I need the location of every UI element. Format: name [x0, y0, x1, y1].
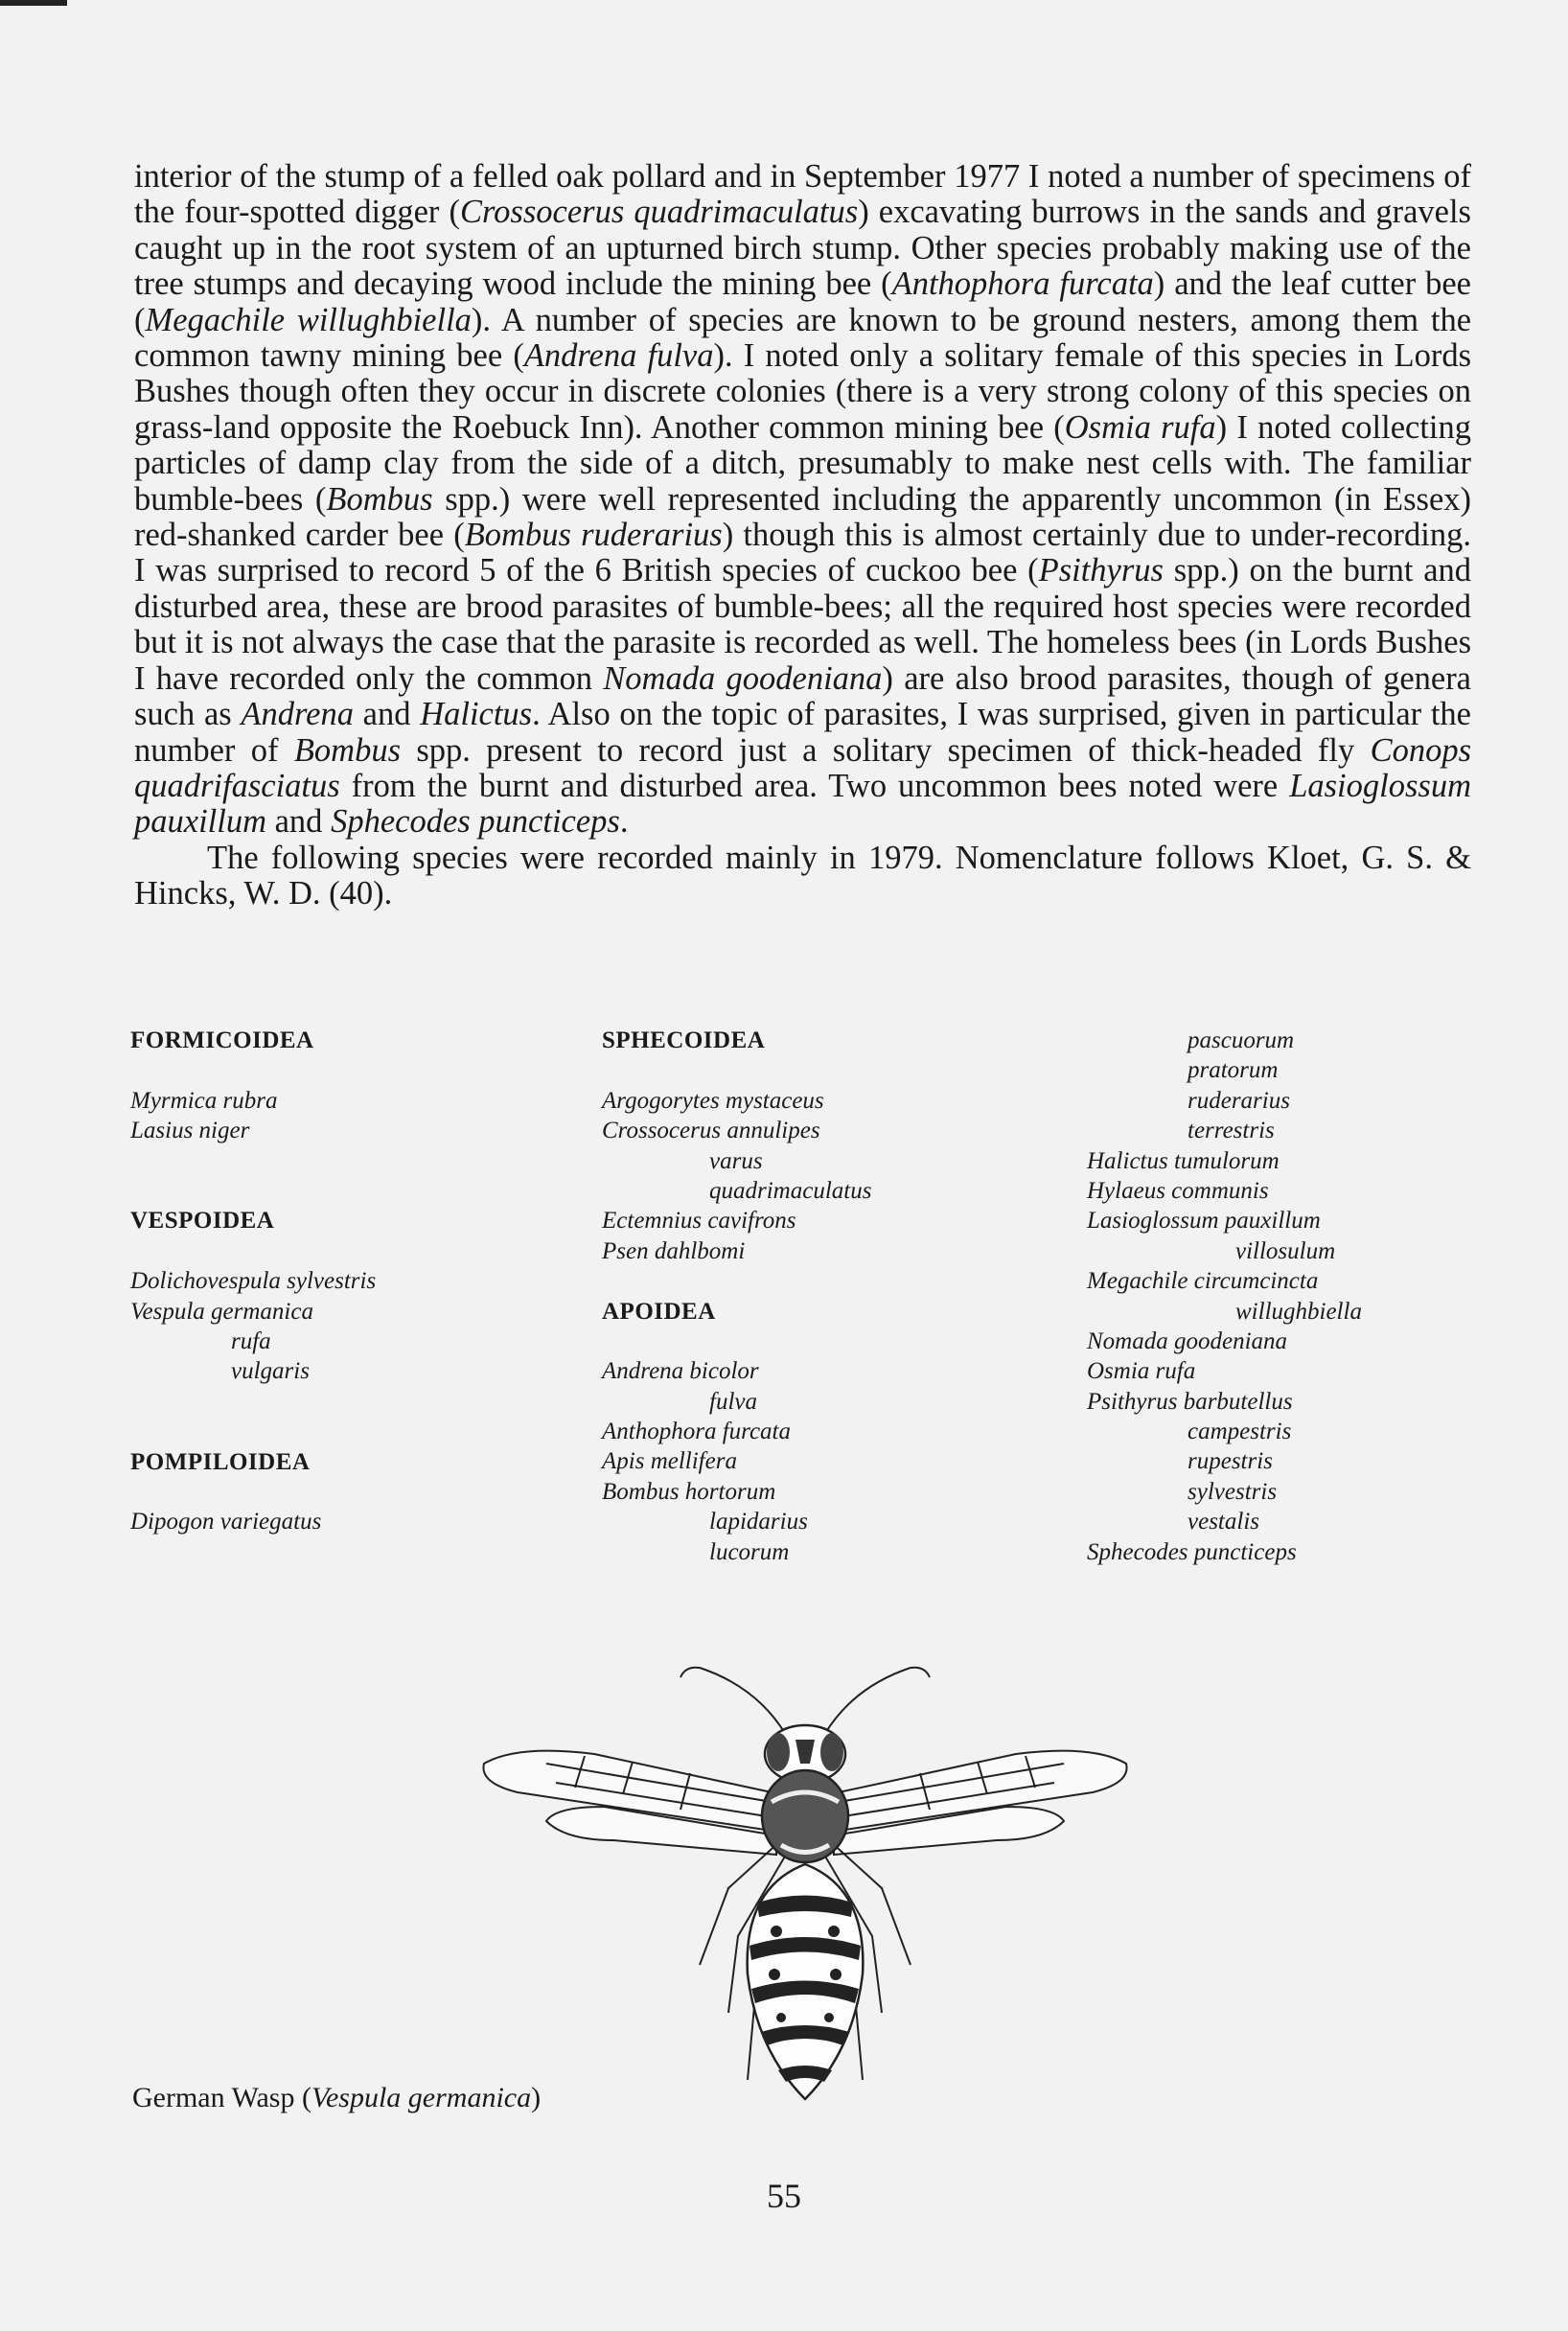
species-name-inline: Andrena — [241, 696, 354, 733]
text-run: from the burnt and disturbed area. Two uncommon bees noted were — [339, 767, 1290, 804]
species-name: Megachile circumcincta — [1087, 1268, 1319, 1295]
species-name: vestalis — [1188, 1509, 1259, 1535]
species-name: willughbiella — [1235, 1298, 1362, 1325]
species-name: Lasius niger — [130, 1118, 250, 1144]
species-name-inline: Osmia rufa — [1064, 408, 1216, 446]
species-name: rupestris — [1188, 1448, 1273, 1475]
species-name: Myrmica rubra — [130, 1087, 278, 1114]
species-name: ruderarius — [1188, 1087, 1290, 1114]
species-name: Argogorytes mystaceus — [602, 1087, 824, 1114]
species-name-inline: Sphecodes puncticeps — [331, 803, 620, 841]
species-name-inline: Megachile willughbiella — [145, 301, 472, 338]
species-name: quadrimaculatus — [709, 1177, 872, 1204]
caption-text: German Wasp ( — [132, 2082, 311, 2113]
paragraph-2 — [134, 841, 1471, 912]
text-run: ) and the leaf cutter bee ( — [134, 265, 1471, 338]
species-name: varus — [709, 1147, 763, 1174]
species-name-inline: Bombus ruderarius — [464, 517, 723, 554]
species-column-2 — [602, 1026, 1004, 1567]
species-name: terrestris — [1188, 1118, 1275, 1144]
caption-close: ) — [531, 2082, 542, 2113]
species-column-3 — [1087, 1026, 1489, 1567]
heading-formicoidea: FORMICOIDEA — [130, 1027, 314, 1053]
species-name: Apis mellifera — [602, 1448, 737, 1475]
species-name: Dolichovespula sylvestris — [130, 1268, 377, 1295]
species-name-inline: Crossocerus quadrimaculatus — [460, 194, 859, 231]
species-name: campestris — [1188, 1419, 1292, 1445]
species-name-inline: Psithyrus — [1038, 552, 1164, 589]
text-run: and — [265, 803, 332, 841]
species-name: sylvestris — [1188, 1478, 1278, 1505]
heading-vespoidea: VESPOIDEA — [130, 1208, 275, 1235]
species-name: pascuorum — [1188, 1027, 1295, 1053]
body-text — [134, 159, 1471, 912]
species-name-inline: Andrena fulva — [523, 337, 714, 375]
species-name: Vespula germanica — [130, 1298, 313, 1325]
species-name: Halictus tumulorum — [1087, 1147, 1280, 1174]
species-name-inline: Conops quadrifasciatus — [134, 731, 1471, 804]
species-name: Andrena bicolor — [602, 1358, 759, 1385]
species-name: Sphecodes puncticeps — [1087, 1538, 1297, 1565]
text-run: ) though this is almost certainly due to under-recording. I was surprised to record 5 of the 6 British species of cuckoo bee ( — [134, 517, 1471, 589]
caption-species: Vespula germanica — [311, 2082, 532, 2113]
text-run: ). I noted only a solitary female of this species in Lords Bushes though often they occur in discrete colonies (there is a very strong colony of this species on grass-land opposite the Roebuck Inn). Another common mining bee ( — [134, 337, 1472, 446]
paragraph-1 — [134, 159, 1471, 841]
heading-apoidea: APOIDEA — [602, 1298, 716, 1325]
species-name-inline: Bombus — [293, 731, 402, 769]
species-name: Psen dahlbomi — [602, 1237, 746, 1264]
text-run: The following species were recorded mainly in 1979. Nomenclature follows Kloet, G. S. & Hincks, W. D. (40). — [134, 839, 1471, 912]
species-name: Crossocerus annulipes — [602, 1118, 820, 1144]
species-name: Dipogon variegatus — [130, 1509, 322, 1535]
species-name-inline: Bombus — [326, 480, 433, 518]
text-run: spp. present to record just a solitary specimen of thick-headed fly — [401, 731, 1371, 769]
text-run: ). A number of species are known to be ground nesters, among them the common tawny mining bee ( — [134, 301, 1472, 375]
heading-pompiloidea: POMPILOIDEA — [130, 1448, 311, 1475]
species-name: Anthophora furcata — [602, 1419, 791, 1445]
species-name: Bombus hortorum — [602, 1478, 776, 1505]
species-name-inline: Halictus — [420, 696, 533, 733]
german-wasp-illustration — [441, 1649, 1169, 2128]
text-run: ) excavating burrows in the sands and gravels caught up in the root system of an upturned birch stump. Other species probably making use of the tree stumps and decaying wood include the mining bee ( — [134, 194, 1471, 303]
species-column-1 — [130, 1026, 533, 1537]
species-name-inline: Anthophora furcata — [891, 265, 1154, 303]
species-name: Osmia rufa — [1087, 1358, 1196, 1385]
text-run: interior of the stump of a felled oak pollard and in September 1977 I noted a number of specimens of the four-spotted digger ( — [134, 158, 1471, 231]
text-run: and — [353, 696, 421, 733]
text-run: spp.) on the burnt and disturbed area, these are brood parasites of bumble-bees; all the required host species were recorded but it is not always the case that the parasite is recorded as well. The homeless bees (in Lords Bushes I have recorded only the common — [134, 552, 1472, 697]
species-name: vulgaris — [231, 1358, 310, 1385]
text-run: ) are also brood parasites, though of genera such as — [134, 659, 1471, 733]
species-name: fulva — [709, 1388, 757, 1415]
species-name-inline: Lasioglossum pauxillum — [134, 767, 1471, 841]
species-name: Ectemnius cavifrons — [602, 1208, 796, 1235]
text-run: spp.) were well represented including the apparently uncommon (in Essex) red-shanked carder bee ( — [134, 480, 1471, 554]
page-number: 55 — [767, 2177, 801, 2215]
species-name: villosulum — [1235, 1237, 1336, 1264]
species-name: lapidarius — [709, 1509, 808, 1535]
text-run: . — [619, 803, 629, 841]
figure-caption — [132, 2082, 541, 2114]
text-run: . Also on the topic of parasites, I was surprised, given in particular the number of — [134, 696, 1471, 769]
species-name: rufa — [231, 1327, 271, 1354]
species-name: Hylaeus communis — [1087, 1177, 1269, 1204]
species-name: Psithyrus barbutellus — [1087, 1388, 1293, 1415]
species-name: Nomada goodeniana — [1087, 1327, 1288, 1354]
species-name-inline: Nomada goodeniana — [603, 659, 883, 697]
text-run: ) I noted collecting particles of damp clay from the side of a ditch, presumably to make nest cells with. The familiar bumble-bees ( — [134, 408, 1471, 518]
page-edge-mark — [0, 0, 67, 6]
species-name: lucorum — [709, 1538, 790, 1565]
species-name: Lasioglossum pauxillum — [1087, 1208, 1321, 1235]
species-name: pratorum — [1188, 1057, 1279, 1084]
heading-sphecoidea: SPHECOIDEA — [602, 1027, 766, 1053]
